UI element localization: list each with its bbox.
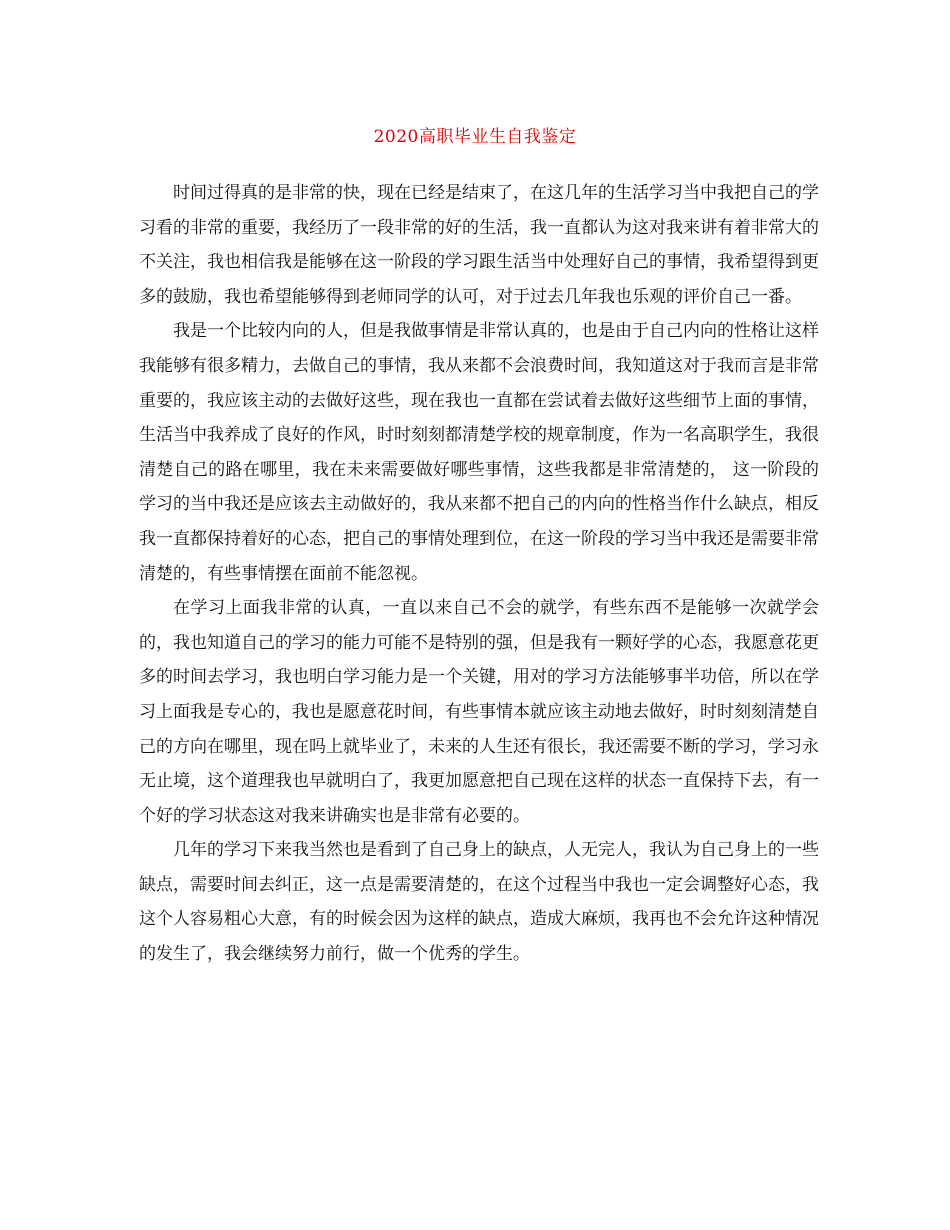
document-body xyxy=(139,176,819,972)
paragraph-1: 时间过得真的是非常的快，现在已经是结束了，在这几年的生活学习当中我把自己的学习看的非常的重要，我经历了一段非常的好的生活，我一直都认为这对我来讲有着非常大的不关注，我也相信我是能够在这一阶段的学习跟生活当中处理好自己的事情，我希望得到更多的鼓励，我也希望能够得到老师同学的认可，对于过去几年我也乐观的评价自己一番。 xyxy=(139,183,819,307)
paragraph-4: 几年的学习下来我当然也是看到了自己身上的缺点，人无完人，我认为自己身上的一些缺点，需要时间去纠正，这一点是需要清楚的，在这个过程当中我也一定会调整好心态，我这个人容易粗心大意，有的时候会因为这样的缺点，造成大麻烦，我再也不会允许这种情况的发生了，我会继续努力前行，做一个优秀的学生。 xyxy=(139,840,819,965)
paragraph-2: 我是一个比较内向的人，但是我做事情是非常认真的，也是由于自己内向的性格让这样我能够有很多精力，去做自己的事情，我从来都不会浪费时间，我知道这对于我而言是非常重要的，我应该主动的去做好这些，现在我也一直都在尝试着去做好这些细节上面的事情，生活当中我养成了良好的作风，时时刻刻都清楚学校的规章制度，作为一名高职学生，我很清楚自己的路在哪里，我在未来需要做好哪些事情，这些我都是非常清楚的， 这一阶段的学习的当中我还是应该去主动做好的，我从来都不把自己的内向的性格当作什么缺点，相反我一直都保持着好的心态，把自己的事情处理到位，在这一阶段的学习当中我还是需要非常清楚的，有些事情摆在面前不能忽视。 xyxy=(139,321,819,584)
document-title: 2020高职毕业生自我鉴定 xyxy=(373,127,577,147)
paragraph-3: 在学习上面我非常的认真，一直以来自己不会的就学，有些东西不是能够一次就学会的，我也知道自己的学习的能力可能不是特别的强，但是我有一颗好学的心态，我愿意花更多的时间去学习，我也明白学习能力是一个关键，用对的学习方法能够事半功倍，所以在学习上面我是专心的，我也是愿意花时间，有些事情本就应该主动地去做好，时时刻刻清楚自己的方向在哪里，现在吗上就毕业了，未来的人生还有很长，我还需要不断的学习，学习永无止境，这个道理我也早就明白了，我更加愿意把自己现在这样的状态一直保持下去，有一个好的学习状态这对我来讲确实也是非常有必要的。 xyxy=(139,598,819,826)
